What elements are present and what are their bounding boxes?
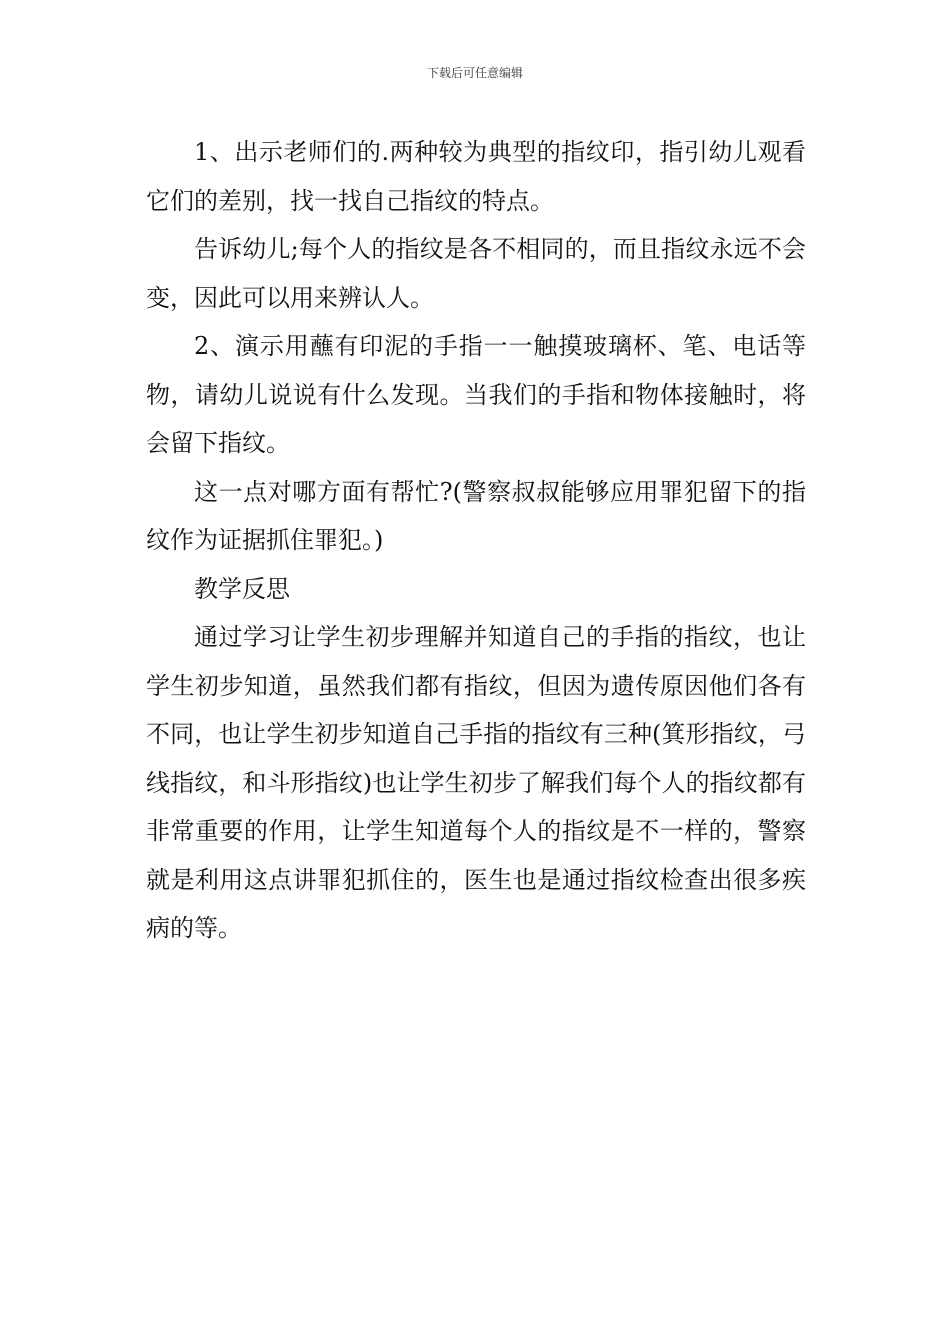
paragraph-step-1: 1、出示老师们的.两种较为典型的指纹印，指引幼儿观看它们的差别，找一找自己指纹的特点。 [146,138,806,215]
paragraph-question: 这一点对哪方面有帮忙?(警察叔叔能够应用罪犯留下的指纹作为证据抓住罪犯。) [146,477,806,554]
body-text [146,128,806,953]
paragraph-step-2: 2、演示用蘸有印泥的手指一一触摸玻璃杯、笔、电话等物，请幼儿说说有什么发现。当我们的手指和物体接触时，将会留下指纹。 [146,332,806,457]
header-note: 下载后可任意编辑 [426,66,523,80]
paragraph-explanation: 告诉幼儿;每个人的指纹是各不相同的，而且指纹永远不会变，因此可以用来辨认人。 [146,235,806,312]
section-heading-reflection: 教学反思 [194,574,290,603]
paragraph-reflection: 通过学习让学生初步理解并知道自己的手指的指纹，也让学生初步知道，虽然我们都有指纹，但因为遗传原因他们各有不同，也让学生初步知道自己手指的指纹有三种(箕形指纹，弓线指纹，和斗形指纹)也让学生初步了解我们每个人的指纹都有非常重要的作用，让学生知道每个人的指纹是不一样的，警察就是利用这点讲罪犯抓住的，医生也是通过指纹检查出很多疾病的等。 [146,623,806,942]
